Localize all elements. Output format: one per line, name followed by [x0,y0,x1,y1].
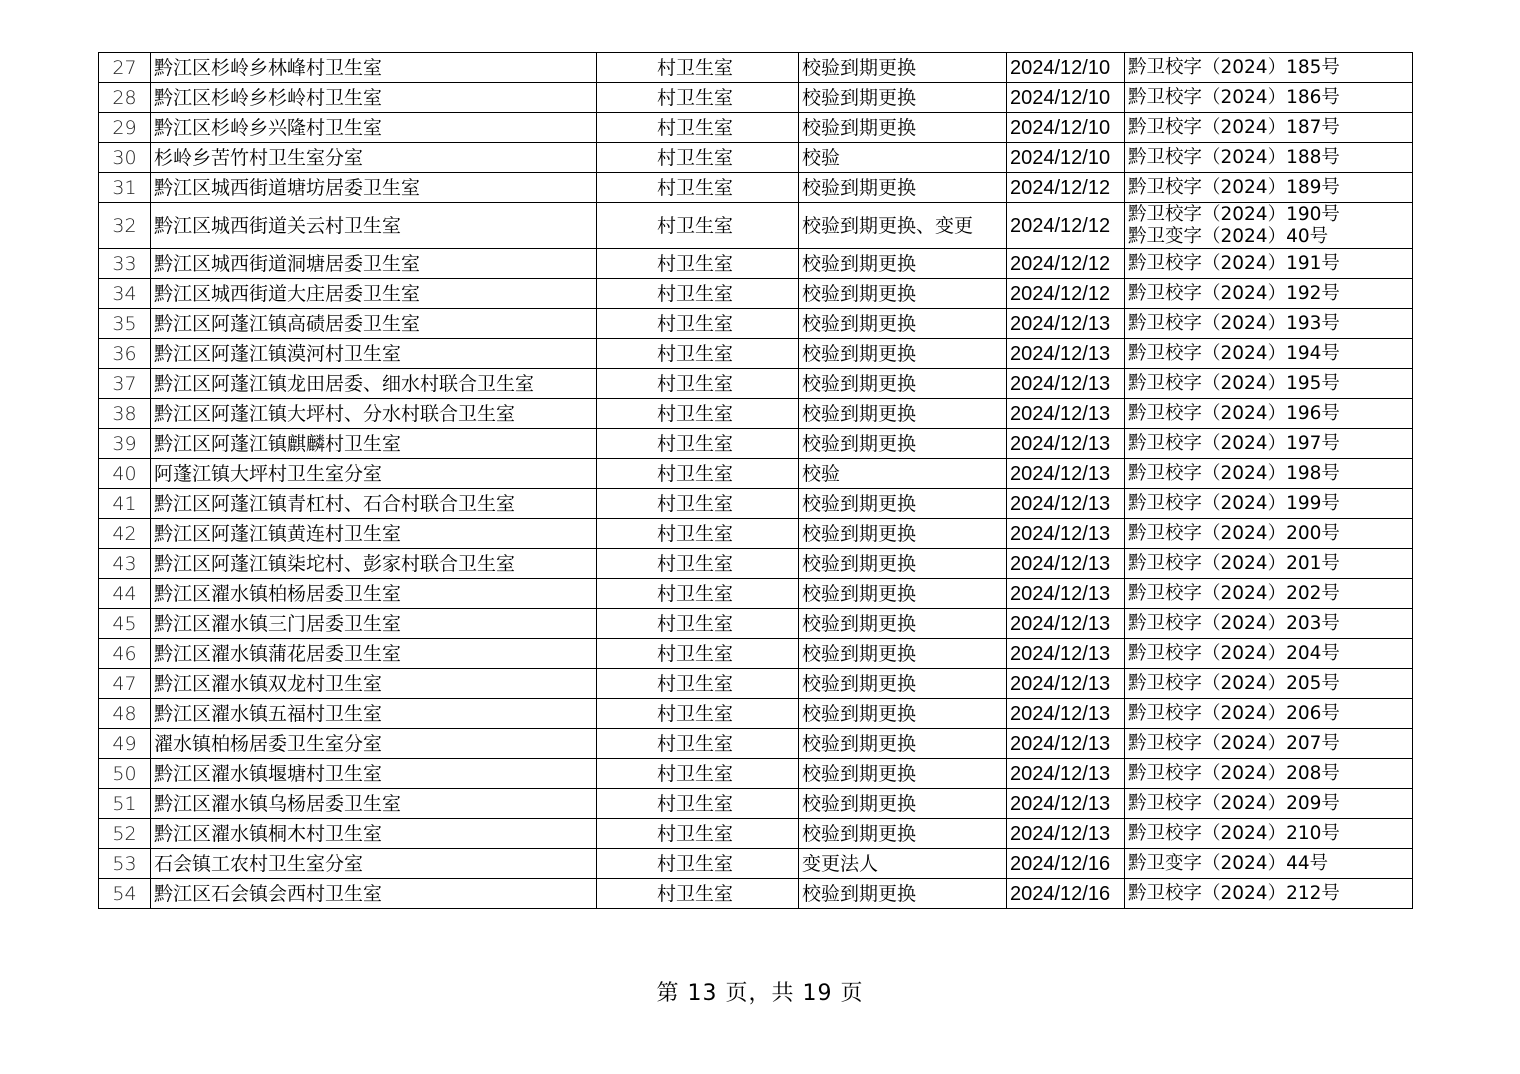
institution-type: 村卫生室 [597,699,799,729]
table-row [99,339,1413,369]
approval-date: 2024/12/10 [1007,83,1125,113]
document-number-line: 黔卫校字（2024）203号 [1128,612,1340,634]
row-number: 43 [99,549,151,579]
clinic-name: 黔江区阿蓬江镇麒麟村卫生室 [151,429,597,459]
clinic-name: 黔江区城西街道洞塘居委卫生室 [151,249,597,279]
document-number-line: 黔卫校字（2024）210号 [1128,822,1340,844]
approval-item: 校验到期更换 [799,669,1007,699]
document-number-line: 黔卫校字（2024）194号 [1128,342,1340,364]
document-number [1125,113,1413,143]
document-number [1125,203,1413,249]
approval-item: 校验到期更换 [799,819,1007,849]
row-number: 52 [99,819,151,849]
table-row [99,759,1413,789]
document-number [1125,249,1413,279]
approval-item: 校验到期更换 [799,369,1007,399]
clinic-name: 黔江区阿蓬江镇大坪村、分水村联合卫生室 [151,399,597,429]
row-number: 29 [99,113,151,143]
approval-date: 2024/12/13 [1007,369,1125,399]
row-number: 28 [99,83,151,113]
institution-type: 村卫生室 [597,399,799,429]
document-number-line: 黔卫校字（2024）189号 [1128,176,1340,198]
approval-date: 2024/12/12 [1007,279,1125,309]
institution-type: 村卫生室 [597,53,799,83]
approval-date: 2024/12/13 [1007,669,1125,699]
document-number-line: 黔卫校字（2024）185号 [1128,56,1340,78]
approval-date: 2024/12/13 [1007,399,1125,429]
institution-type: 村卫生室 [597,83,799,113]
approval-item: 校验到期更换 [799,549,1007,579]
approval-item: 校验到期更换 [799,759,1007,789]
approval-item: 校验到期更换 [799,579,1007,609]
table-row [99,789,1413,819]
row-number: 31 [99,173,151,203]
row-number: 46 [99,639,151,669]
document-number-line: 黔卫校字（2024）197号 [1128,432,1340,454]
table-row [99,609,1413,639]
document-number-line: 黔卫校字（2024）198号 [1128,462,1340,484]
approval-date: 2024/12/12 [1007,173,1125,203]
document-number [1125,53,1413,83]
row-number: 42 [99,519,151,549]
document-number-line: 黔卫校字（2024）188号 [1128,146,1340,168]
clinic-name: 黔江区杉岭乡杉岭村卫生室 [151,83,597,113]
row-number: 51 [99,789,151,819]
document-number [1125,879,1413,909]
institution-type: 村卫生室 [597,429,799,459]
clinic-name: 杉岭乡苦竹村卫生室分室 [151,143,597,173]
institution-type: 村卫生室 [597,459,799,489]
document-number [1125,609,1413,639]
approval-item: 校验 [799,143,1007,173]
table-row [99,699,1413,729]
institution-type: 村卫生室 [597,279,799,309]
institution-type: 村卫生室 [597,759,799,789]
institution-type: 村卫生室 [597,249,799,279]
document-number [1125,639,1413,669]
row-number: 38 [99,399,151,429]
approval-item: 校验到期更换 [799,429,1007,459]
row-number: 44 [99,579,151,609]
document-number [1125,579,1413,609]
institution-type: 村卫生室 [597,173,799,203]
clinic-name: 黔江区杉岭乡林峰村卫生室 [151,53,597,83]
document-number [1125,519,1413,549]
document-number-line: 黔卫校字（2024）202号 [1128,582,1340,604]
document-number-line: 黔卫校字（2024）199号 [1128,492,1340,514]
approval-item: 校验到期更换 [799,609,1007,639]
document-number-line: 黔卫校字（2024）207号 [1128,732,1340,754]
clinic-name: 黔江区石会镇会西村卫生室 [151,879,597,909]
document-number-line: 黔卫校字（2024）205号 [1128,672,1340,694]
document-number [1125,399,1413,429]
approval-date: 2024/12/13 [1007,759,1125,789]
institution-type: 村卫生室 [597,819,799,849]
clinic-name: 濯水镇柏杨居委卫生室分室 [151,729,597,759]
approval-date: 2024/12/13 [1007,429,1125,459]
table-row [99,279,1413,309]
clinic-name: 黔江区杉岭乡兴隆村卫生室 [151,113,597,143]
table-row [99,579,1413,609]
clinic-name: 黔江区濯水镇桐木村卫生室 [151,819,597,849]
row-number: 37 [99,369,151,399]
row-number: 45 [99,609,151,639]
document-number-line: 黔卫校字（2024）209号 [1128,792,1340,814]
document-number [1125,789,1413,819]
table-row [99,489,1413,519]
institution-type: 村卫生室 [597,489,799,519]
clinic-name: 黔江区濯水镇堰塘村卫生室 [151,759,597,789]
clinic-name: 黔江区濯水镇乌杨居委卫生室 [151,789,597,819]
clinic-name: 黔江区濯水镇柏杨居委卫生室 [151,579,597,609]
document-number-line: 黔卫校字（2024）204号 [1128,642,1340,664]
institution-type: 村卫生室 [597,143,799,173]
approval-date: 2024/12/12 [1007,249,1125,279]
document-number [1125,459,1413,489]
clinic-name: 阿蓬江镇大坪村卫生室分室 [151,459,597,489]
table-row [99,249,1413,279]
approval-item: 校验到期更换 [799,729,1007,759]
page-number: 第 13 页，共 19 页 [656,981,864,1006]
institution-type: 村卫生室 [597,879,799,909]
document-number-line: 黔卫变字（2024）44号 [1128,852,1329,874]
institution-type: 村卫生室 [597,579,799,609]
document-number [1125,83,1413,113]
institution-type: 村卫生室 [597,203,799,249]
approval-item: 校验到期更换 [799,699,1007,729]
table-row [99,53,1413,83]
approval-date: 2024/12/13 [1007,339,1125,369]
table-row [99,519,1413,549]
document-number-line: 黔卫校字（2024）212号 [1128,882,1340,904]
row-number: 41 [99,489,151,519]
institution-type: 村卫生室 [597,789,799,819]
table-row [99,309,1413,339]
document-number-line: 黔卫校字（2024）192号 [1128,282,1340,304]
approval-item: 校验到期更换 [799,83,1007,113]
records-body [99,53,1413,909]
document-number [1125,369,1413,399]
table-row [99,369,1413,399]
approval-date: 2024/12/16 [1007,879,1125,909]
document-number-line: 黔卫校字（2024）206号 [1128,702,1340,724]
clinic-name: 黔江区濯水镇蒲花居委卫生室 [151,639,597,669]
row-number: 53 [99,849,151,879]
document-number-line: 黔卫校字（2024）191号 [1128,252,1340,274]
institution-type: 村卫生室 [597,609,799,639]
table-row [99,143,1413,173]
approval-item: 校验到期更换 [799,789,1007,819]
clinic-name: 黔江区阿蓬江镇黄连村卫生室 [151,519,597,549]
row-number: 36 [99,339,151,369]
document-number [1125,309,1413,339]
document-number-line: 黔卫校字（2024）200号 [1128,522,1340,544]
table-row [99,399,1413,429]
document-number [1125,489,1413,519]
document-number [1125,279,1413,309]
institution-type: 村卫生室 [597,369,799,399]
document-number [1125,759,1413,789]
row-number: 47 [99,669,151,699]
clinic-name: 黔江区城西街道塘坊居委卫生室 [151,173,597,203]
clinic-name: 黔江区濯水镇双龙村卫生室 [151,669,597,699]
institution-type: 村卫生室 [597,669,799,699]
approval-date: 2024/12/10 [1007,143,1125,173]
row-number: 39 [99,429,151,459]
clinic-name: 黔江区濯水镇三门居委卫生室 [151,609,597,639]
row-number: 33 [99,249,151,279]
table-row [99,819,1413,849]
row-number: 30 [99,143,151,173]
clinic-name: 黔江区阿蓬江镇柒坨村、彭家村联合卫生室 [151,549,597,579]
approval-item: 校验到期更换、变更 [799,203,1007,249]
document-number [1125,339,1413,369]
approval-date: 2024/12/13 [1007,729,1125,759]
approval-item: 校验到期更换 [799,113,1007,143]
approval-item: 校验到期更换 [799,309,1007,339]
table-row [99,849,1413,879]
approval-date: 2024/12/13 [1007,819,1125,849]
document-number-line: 黔卫校字（2024）187号 [1128,116,1340,138]
institution-type: 村卫生室 [597,309,799,339]
row-number: 32 [99,203,151,249]
clinic-name: 黔江区阿蓬江镇漠河村卫生室 [151,339,597,369]
approval-item: 变更法人 [799,849,1007,879]
table-row [99,173,1413,203]
table-row [99,549,1413,579]
approval-date: 2024/12/13 [1007,609,1125,639]
institution-type: 村卫生室 [597,519,799,549]
document-number [1125,143,1413,173]
row-number: 34 [99,279,151,309]
approval-date: 2024/12/13 [1007,639,1125,669]
approval-date: 2024/12/13 [1007,489,1125,519]
table-row [99,879,1413,909]
table-row [99,639,1413,669]
approval-date: 2024/12/16 [1007,849,1125,879]
approval-item: 校验到期更换 [799,279,1007,309]
institution-type: 村卫生室 [597,549,799,579]
row-number: 27 [99,53,151,83]
document-number [1125,819,1413,849]
table-row [99,729,1413,759]
records-table [98,52,1413,909]
approval-item: 校验 [799,459,1007,489]
clinic-name: 黔江区城西街道关云村卫生室 [151,203,597,249]
approval-item: 校验到期更换 [799,639,1007,669]
approval-item: 校验到期更换 [799,53,1007,83]
document-number-line: 黔卫校字（2024）190号 [1128,203,1340,225]
institution-type: 村卫生室 [597,849,799,879]
row-number: 48 [99,699,151,729]
row-number: 54 [99,879,151,909]
document-number [1125,699,1413,729]
clinic-name: 石会镇工农村卫生室分室 [151,849,597,879]
approval-item: 校验到期更换 [799,339,1007,369]
table-row [99,459,1413,489]
clinic-name: 黔江区城西街道大庄居委卫生室 [151,279,597,309]
table-row [99,83,1413,113]
approval-date: 2024/12/13 [1007,309,1125,339]
row-number: 40 [99,459,151,489]
approval-item: 校验到期更换 [799,879,1007,909]
document-number-line: 黔卫校字（2024）186号 [1128,86,1340,108]
document-number [1125,429,1413,459]
approval-date: 2024/12/13 [1007,459,1125,489]
table-row [99,429,1413,459]
document-number-line: 黔卫校字（2024）201号 [1128,552,1340,574]
document-number [1125,669,1413,699]
table-row [99,113,1413,143]
clinic-name: 黔江区濯水镇五福村卫生室 [151,699,597,729]
approval-item: 校验到期更换 [799,399,1007,429]
document-number-line: 黔卫校字（2024）196号 [1128,402,1340,424]
institution-type: 村卫生室 [597,729,799,759]
document-number [1125,549,1413,579]
approval-item: 校验到期更换 [799,519,1007,549]
row-number: 50 [99,759,151,789]
document-number-line: 黔卫校字（2024）195号 [1128,372,1340,394]
table-row [99,669,1413,699]
institution-type: 村卫生室 [597,639,799,669]
row-number: 35 [99,309,151,339]
institution-type: 村卫生室 [597,339,799,369]
approval-item: 校验到期更换 [799,489,1007,519]
approval-date: 2024/12/10 [1007,113,1125,143]
approval-date: 2024/12/13 [1007,699,1125,729]
approval-item: 校验到期更换 [799,249,1007,279]
approval-item: 校验到期更换 [799,173,1007,203]
clinic-name: 黔江区阿蓬江镇龙田居委、细水村联合卫生室 [151,369,597,399]
clinic-name: 黔江区阿蓬江镇高碛居委卫生室 [151,309,597,339]
document-number-line: 黔卫校字（2024）193号 [1128,312,1340,334]
clinic-name: 黔江区阿蓬江镇青杠村、石合村联合卫生室 [151,489,597,519]
approval-date: 2024/12/10 [1007,53,1125,83]
document-number [1125,173,1413,203]
approval-date: 2024/12/12 [1007,203,1125,249]
approval-date: 2024/12/13 [1007,549,1125,579]
document-number [1125,849,1413,879]
institution-type: 村卫生室 [597,113,799,143]
approval-date: 2024/12/13 [1007,519,1125,549]
approval-date: 2024/12/13 [1007,579,1125,609]
document-number-line: 黔卫校字（2024）208号 [1128,762,1340,784]
row-number: 49 [99,729,151,759]
document-number [1125,729,1413,759]
table-row [99,203,1413,249]
document-number-line: 黔卫变字（2024）40号 [1128,225,1329,247]
approval-date: 2024/12/13 [1007,789,1125,819]
